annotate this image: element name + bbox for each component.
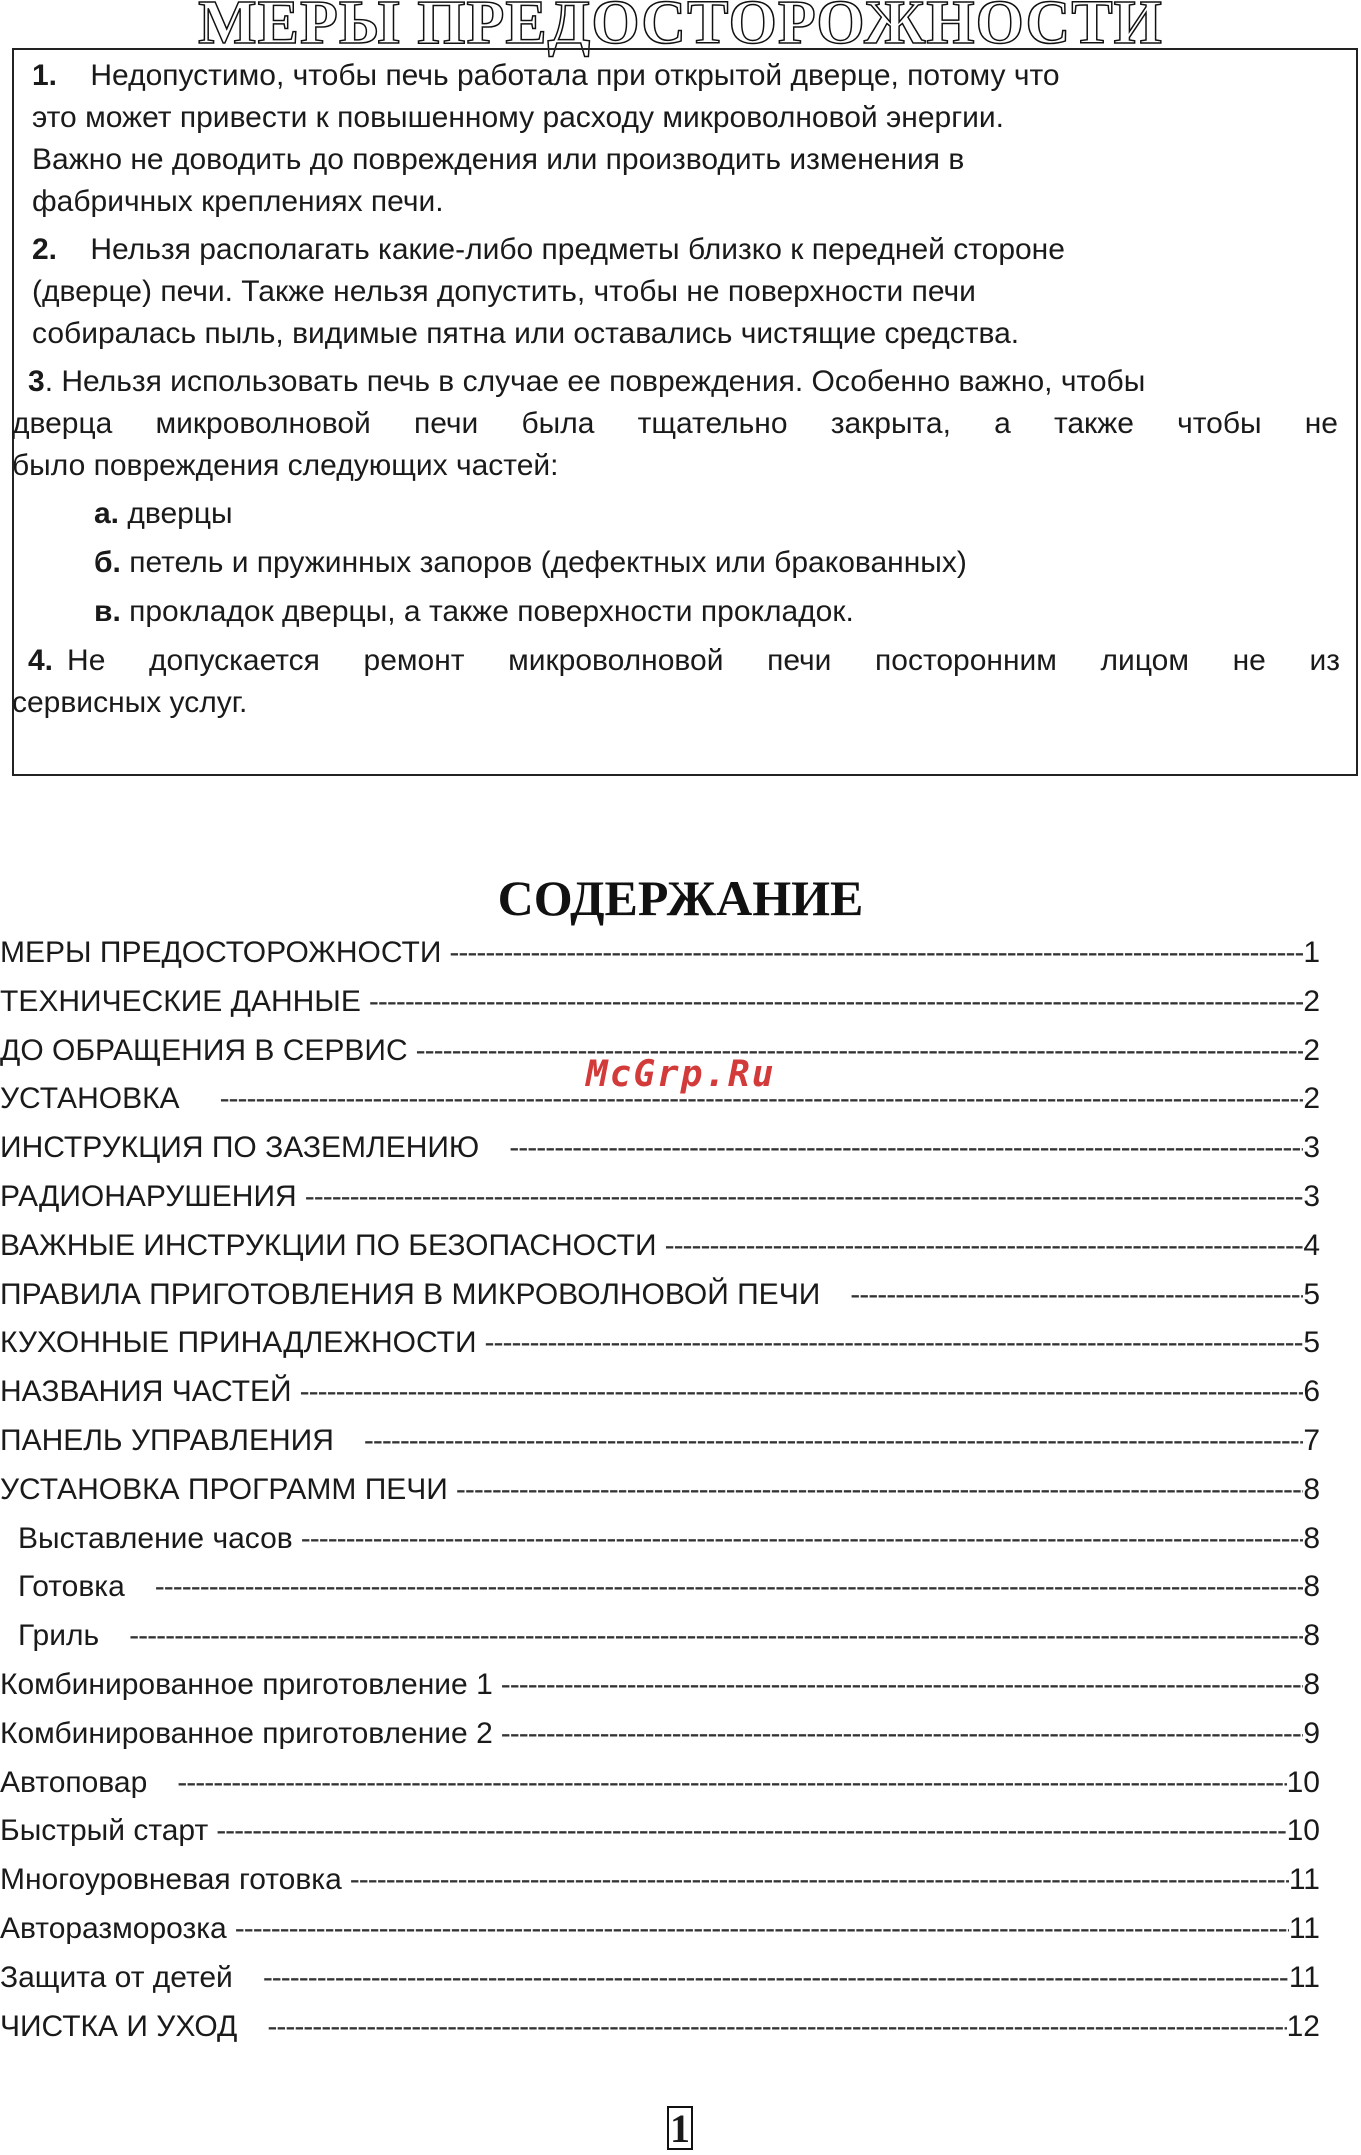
toc-entry[interactable] — [0, 1807, 1320, 1856]
toc-entry[interactable] — [0, 1710, 1320, 1759]
toc-entry-label: ИНСТРУКЦИЯ ПО ЗАЗЕМЛЕНИЮ — [0, 1131, 480, 1165]
toc-entry-page: 7 — [1303, 1423, 1320, 1457]
page-title: МЕРЫ ПРЕДОСТОРОЖНОСТИ — [198, 0, 1163, 57]
toc-entry[interactable] — [0, 1271, 1320, 1320]
toc-leader — [850, 1271, 1303, 1320]
toc-entry-page: 11 — [1288, 1911, 1320, 1945]
warning-3-item-c: в. прокладок дверцы, а также поверхности прокладок. — [94, 595, 854, 628]
warning-1-line-4: фабричных креплениях печи. — [32, 185, 444, 218]
toc-entry-page: 3 — [1303, 1179, 1320, 1213]
toc-entry-page: 2 — [1303, 1082, 1320, 1116]
toc-entry[interactable] — [0, 1856, 1320, 1905]
toc-entry-label: УСТАНОВКА ПРОГРАММ ПЕЧИ — [0, 1472, 448, 1506]
toc-entry-label: ТЕХНИЧЕСКИЕ ДАННЫЕ — [0, 984, 361, 1018]
toc-leader — [350, 1856, 1289, 1905]
toc-leader — [129, 1612, 1303, 1661]
toc-entry[interactable] — [0, 1319, 1320, 1368]
toc-entry-page: 5 — [1303, 1326, 1320, 1360]
toc-leader — [177, 1759, 1286, 1808]
toc-leader — [501, 1661, 1304, 1710]
warning-3-line-1: 3. Нельзя использовать печь в случае ее повреждения. Особенно важно, чтобы — [28, 365, 1146, 398]
toc-entry-page: 9 — [1303, 1716, 1320, 1750]
toc-entry-page: 10 — [1286, 1814, 1320, 1848]
warning-2-line-1: 2. Нельзя располагать какие-либо предметы близко к передней стороне — [32, 233, 1065, 266]
toc-entry-label: РАДИОНАРУШЕНИЯ — [0, 1179, 297, 1213]
toc-entry-label: УСТАНОВКА — [0, 1082, 180, 1116]
toc-entry[interactable] — [0, 1222, 1320, 1271]
toc-entry-label: Готовка — [18, 1570, 125, 1604]
toc-leader — [235, 1905, 1289, 1954]
toc-leader — [416, 1027, 1304, 1076]
toc-entry-page: 6 — [1303, 1375, 1320, 1409]
toc-entry[interactable] — [0, 929, 1320, 978]
toc-entry[interactable] — [0, 1417, 1320, 1466]
toc-leader — [369, 978, 1303, 1027]
toc-leader — [485, 1319, 1304, 1368]
warning-2-line-2: (дверце) печи. Также нельзя допустить, чтобы не поверхности печи — [32, 275, 976, 308]
warning-2-line-3: собиралась пыль, видимые пятна или оставались чистящие средства. — [32, 317, 1020, 350]
toc-entry[interactable] — [0, 1759, 1320, 1808]
toc-entry[interactable] — [0, 1661, 1320, 1710]
toc-entry-label: КУХОННЫЕ ПРИНАДЛЕЖНОСТИ — [0, 1326, 477, 1360]
toc-leader — [263, 1954, 1289, 2003]
toc-entry-page: 8 — [1303, 1619, 1320, 1653]
toc-entry-label: Многоуровневая готовка — [0, 1863, 342, 1897]
toc-entry-label: Автоповар — [0, 1765, 148, 1799]
toc-entry[interactable] — [0, 2003, 1320, 2052]
toc-entry-page: 11 — [1288, 1863, 1320, 1897]
toc-entry-page: 10 — [1286, 1765, 1320, 1799]
page-number: 1 — [667, 2106, 693, 2150]
warning-3-item-a: а. дверцы — [94, 497, 233, 530]
toc-leader — [301, 1515, 1304, 1564]
toc-entry-label: Авторазморозка — [0, 1911, 227, 1945]
toc-entry-page: 4 — [1303, 1228, 1320, 1262]
toc-entry[interactable] — [0, 978, 1320, 1027]
warning-1-line-1: 1. Недопустимо, чтобы печь работала при открытой дверце, потому что — [32, 59, 1060, 92]
toc-leader — [364, 1417, 1303, 1466]
toc-leader — [216, 1807, 1286, 1856]
toc-entry-page: 12 — [1286, 2009, 1320, 2043]
toc-entry-label: Выставление часов — [18, 1521, 293, 1555]
toc-entry[interactable] — [0, 1173, 1320, 1222]
toc-entry[interactable] — [0, 1612, 1320, 1661]
toc-entry[interactable] — [0, 1368, 1320, 1417]
toc-leader — [305, 1173, 1304, 1222]
toc-leader — [155, 1563, 1304, 1612]
toc-entry[interactable] — [0, 1515, 1320, 1564]
toc-entry-page: 8 — [1303, 1667, 1320, 1701]
toc-entry[interactable] — [0, 1905, 1320, 1954]
toc-entry-page: 3 — [1303, 1131, 1320, 1165]
toc-entry-page: 8 — [1303, 1570, 1320, 1604]
warning-3-line-2: дверца микроволновой печи была тщательно закрыта, а также чтобы не — [12, 407, 1338, 440]
table-of-contents — [0, 929, 1320, 2051]
toc-entry-page: 11 — [1288, 1960, 1320, 1994]
warning-1-line-2: это может привести к повышенному расходу микроволновой энергии. — [32, 101, 1005, 134]
toc-entry-label: Защита от детей — [0, 1960, 233, 1994]
toc-entry-page: 8 — [1303, 1521, 1320, 1555]
toc-entry-label: ВАЖНЫЕ ИНСТРУКЦИИ ПО БЕЗОПАСНОСТИ — [0, 1228, 657, 1262]
toc-leader — [509, 1124, 1303, 1173]
toc-entry-label: ПРАВИЛА ПРИГОТОВЛЕНИЯ В МИКРОВОЛНОВОЙ ПЕЧИ — [0, 1277, 821, 1311]
toc-entry-label: ЧИСТКА И УХОД — [0, 2009, 238, 2043]
toc-entry[interactable] — [0, 1954, 1320, 2003]
toc-entry-page: 2 — [1303, 1033, 1320, 1067]
toc-entry[interactable] — [0, 1466, 1320, 1515]
toc-entry-label: НАЗВАНИЯ ЧАСТЕЙ — [0, 1375, 292, 1409]
toc-entry-label: Быстрый старт — [0, 1814, 209, 1848]
warning-4-line-2: сервисных услуг. — [12, 686, 248, 719]
toc-entry-label: МЕРЫ ПРЕДОСТОРОЖНОСТИ — [0, 936, 442, 969]
toc-leader — [267, 2003, 1286, 2052]
toc-entry[interactable] — [0, 1124, 1320, 1173]
toc-entry-label: Комбинированное приготовление 2 — [0, 1716, 493, 1750]
warning-1-line-3: Важно не доводить до повреждения или производить изменения в — [32, 143, 965, 176]
toc-entry[interactable] — [0, 1563, 1320, 1612]
toc-entry-label: Гриль — [18, 1619, 100, 1653]
warning-3-item-b: б. петель и пружинных запоров (дефектных или бракованных) — [94, 546, 967, 579]
toc-entry-page: 2 — [1303, 984, 1320, 1018]
toc-leader — [300, 1368, 1304, 1417]
toc-entry-label: Комбинированное приготовление 1 — [0, 1667, 493, 1701]
toc-entry-label: ДО ОБРАЩЕНИЯ В СЕРВИС — [0, 1033, 408, 1067]
toc-leader — [456, 1466, 1303, 1515]
toc-entry-page: 8 — [1303, 1472, 1320, 1506]
warning-3-line-3: было повреждения следующих частей: — [12, 449, 559, 482]
watermark: McGrp.Ru — [586, 1054, 776, 1095]
toc-entry-page: 1 — [1303, 936, 1320, 969]
toc-title: СОДЕРЖАНИЕ — [497, 870, 864, 926]
warning-4-line-1: 4. Не допускается ремонт микроволновой печи посторонним лицом не из — [28, 644, 1340, 677]
toc-leader — [449, 929, 1303, 978]
toc-entry-label: ПАНЕЛЬ УПРАВЛЕНИЯ — [0, 1423, 334, 1457]
toc-leader — [665, 1222, 1304, 1271]
toc-leader — [501, 1710, 1304, 1759]
toc-entry-page: 5 — [1303, 1277, 1320, 1311]
